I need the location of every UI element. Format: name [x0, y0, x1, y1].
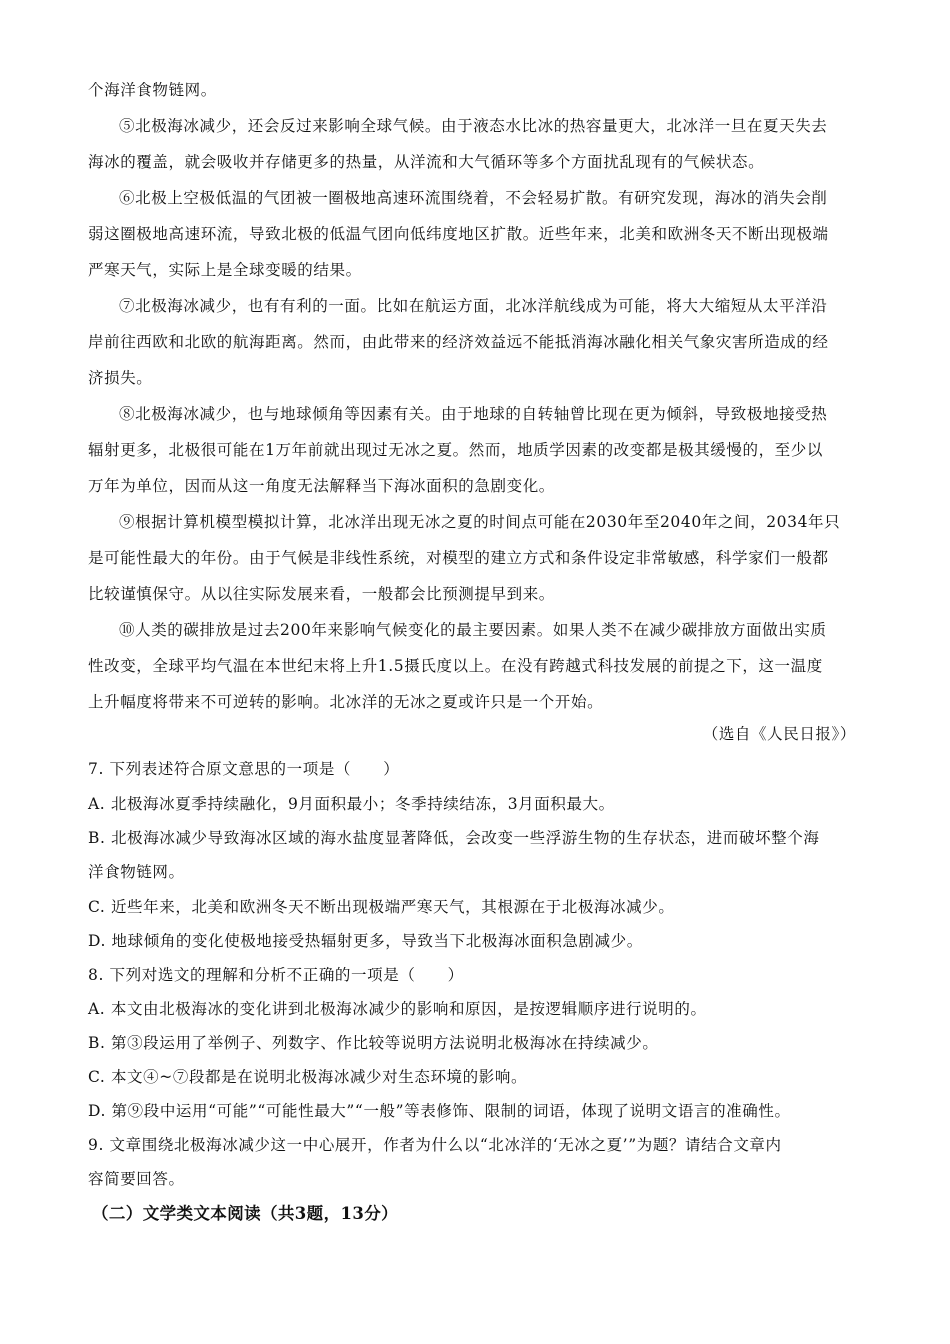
paragraph-5-line: 海冰的覆盖，就会吸收并存储更多的热量，从洋流和大气循环等多个方面扰乱现有的气候状态。	[88, 153, 765, 171]
question-7-option-d: D. 地球倾角的变化使极地接受热辐射更多，导致当下北极海冰面积急剧减少。	[88, 932, 643, 950]
paragraph-10-line: 性改变，全球平均气温在本世纪末将上升1.5摄氏度以上。在没有跨越式科技发展的前提之下，这一温度	[88, 657, 823, 675]
paragraph-8-line: ⑧北极海冰减少，也与地球倾角等因素有关。由于地球的自转轴曾比现在更为倾斜，导致极地接受热	[119, 405, 828, 423]
question-7-option-b: B. 北极海冰减少导致海冰区域的海水盐度显著降低，会改变一些浮游生物的生存状态，进而破坏整个海	[88, 829, 820, 847]
question-7: 7. 下列表述符合原文意思的一项是（ ）	[88, 760, 400, 778]
question-7-option-b-cont: 洋食物链网。	[88, 863, 185, 881]
paragraph-6-line: 弱这圈极地高速环流，导致北极的低温气团向低纬度地区扩散。近些年来，北美和欧洲冬天不断出现极端	[88, 225, 829, 243]
question-7-option-a: A. 北极海冰夏季持续融化，9月面积最小；冬季持续结冻，3月面积最大。	[88, 795, 615, 813]
paragraph-7-line: ⑦北极海冰减少，也有有利的一面。比如在航运方面，北冰洋航线成为可能，将大大缩短从太平洋沿	[119, 297, 828, 315]
paragraph-10-line: 上升幅度将带来不可逆转的影响。北冰洋的无冰之夏或许只是一个开始。	[88, 693, 604, 711]
question-8-option-a: A. 本文由北极海冰的变化讲到北极海冰减少的影响和原因，是按逻辑顺序进行说明的。	[88, 1000, 707, 1018]
paragraph-7-line: 济损失。	[88, 369, 153, 387]
paragraph-5-line: ⑤北极海冰减少，还会反过来影响全球气候。由于液态水比冰的热容量更大，北冰洋一旦在夏天失去	[119, 117, 828, 135]
paragraph-8-line: 万年为单位，因而从这一角度无法解释当下海冰面积的急剧变化。	[88, 477, 555, 495]
paragraph-6-line: 严寒天气，实际上是全球变暖的结果。	[88, 261, 362, 279]
question-8-option-d: D. 第⑨段中运用“可能”“可能性最大”“一般”等表修饰、限制的词语，体现了说明文语言的准确性。	[88, 1102, 791, 1120]
paragraph-10-line: ⑩人类的碳排放是过去200年来影响气候变化的最主要因素。如果人类不在减少碳排放方面做出实质	[119, 621, 827, 639]
paragraph-9-line: 比较谨慎保守。从以往实际发展来看，一般都会比预测提早到来。	[88, 585, 555, 603]
question-8-option-c: C. 本文④~⑦段都是在说明北极海冰减少对生态环境的影响。	[88, 1068, 528, 1086]
article-line: 个海洋食物链网。	[88, 81, 217, 99]
section-heading: （二）文学类文本阅读（共3题，13分）	[92, 1204, 399, 1223]
question-7-option-c: C. 近些年来，北美和欧洲冬天不断出现极端严寒天气，其根源在于北极海冰减少。	[88, 898, 675, 916]
article-source: （选自《人民日报》）	[702, 725, 856, 743]
paragraph-8-line: 辐射更多，北极很可能在1万年前就出现过无冰之夏。然而，地质学因素的改变都是极其缓慢的，至少以	[88, 441, 823, 459]
question-8-option-b: B. 第③段运用了举例子、列数字、作比较等说明方法说明北极海冰在持续减少。	[88, 1034, 659, 1052]
question-9-cont: 容简要回答。	[88, 1170, 185, 1188]
paragraph-9-line: 是可能性最大的年份。由于气候是非线性系统，对模型的建立方式和条件设定非常敏感，科学家们一般都	[88, 549, 829, 567]
question-8: 8. 下列对选文的理解和分析不正确的一项是（ ）	[88, 966, 464, 984]
question-9: 9. 文章围绕北极海冰减少这一中心展开，作者为什么以“北冰洋的‘无冰之夏’”为题？请结合文章内	[88, 1136, 782, 1154]
paragraph-9-line: ⑨根据计算机模型模拟计算，北冰洋出现无冰之夏的时间点可能在2030年至2040年之间，2034年只	[119, 513, 841, 531]
paragraph-6-line: ⑥北极上空极低温的气团被一圈极地高速环流围绕着，不会轻易扩散。有研究发现，海冰的消失会削	[119, 189, 828, 207]
paragraph-7-line: 岸前往西欧和北欧的航海距离。然而，由此带来的经济效益远不能抵消海冰融化相关气象灾害所造成的经	[88, 333, 829, 351]
